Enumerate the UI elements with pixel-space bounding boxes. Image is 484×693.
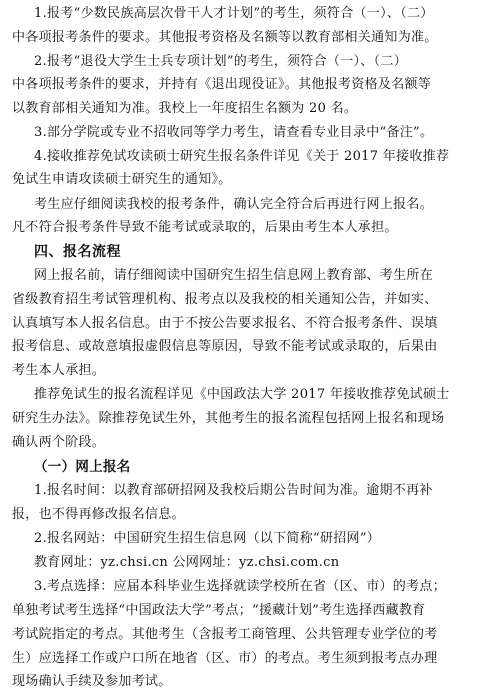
text-line: 1.报考“少数民族高层次骨干人才计划”的考生，须符合（一）、（二）: [34, 6, 434, 21]
text-line: 单独考试考生选择“中国政法大学”考点；“援藏计划”考生选择西藏教育: [12, 603, 426, 618]
text-line: 省级教育招生考试管理机构、报考点以及我校的相关通知公告，并如实、: [12, 292, 438, 307]
text-line: 凡不符合报考条件导致不能考试或录取的，后果由考生本人承担。: [12, 220, 398, 235]
text-line: 考生应仔细阅读我校的报考条件，确认完全符合后再进行网上报名。: [34, 197, 434, 212]
text-line: 报考信息、或故意填报虚假信息等原因，导致不能考试或录取的，后果由: [12, 339, 438, 354]
text-line: 3.部分学院或专业不招收同等学力考生，请查看专业目录中“备注”。: [34, 125, 434, 140]
section-heading: 四、报名流程: [34, 244, 121, 260]
text-line: 研究生办法》。除推荐免试生外，其他考生的报名流程包括网上报名和现场: [12, 411, 445, 426]
text-line: 现场确认手续及参加考试。: [12, 674, 172, 689]
text-line: 网上报名前，请仔细阅读中国研究生招生信息网上教育部、考生所在: [34, 268, 434, 283]
text-line: 中各项报考条件的要求。其他报考资格及名额等以教育部相关通知为准。: [12, 30, 438, 45]
text-line: 生）应选择工作或户口所在地省（区、市）的考点。考生须到报考点办理: [12, 651, 438, 666]
text-line: 考试院指定的考点。其他考生（含报考工商管理、公共管理专业学位的考: [12, 627, 438, 642]
text-line: 报，也不得再修改报名信息。: [12, 507, 185, 522]
text-line: 3.考点选择：应届本科毕业生选择就读学校所在省（区、市）的考点；: [34, 579, 447, 594]
url-line: 教育网址：yz.chsi.cn 公网网址：yz.chsi.com.cn: [34, 555, 340, 570]
text-line: 4.接收推荐免试攻读硕士研究生报名条件详见《关于 2017 年接收推荐: [34, 149, 450, 164]
text-line: 以教育部相关通知为准。我校上一年度招生名额为 20 名。: [12, 101, 358, 116]
subsection-heading: （一）网上报名: [34, 459, 131, 475]
text-line: 2.报考“退役大学生士兵专项计划”的考生，须符合（一）、（二）: [34, 54, 407, 69]
text-line: 认真填写本人报名信息。由于不按公告要求报名、不符合报考条件、误填: [12, 316, 438, 331]
text-line: 推荐免试生的报名流程详见《中国政法大学 2017 年接收推荐免试硕士: [34, 387, 450, 402]
text-line: 确认两个阶段。: [12, 435, 106, 450]
text-line: 免试生申请攻读硕士研究生的通知》。: [12, 172, 232, 187]
text-line: 1.报名时间：以教育部研招网及我校后期公告时间为准。逾期不再补: [34, 483, 433, 498]
text-line: 中各项报考条件的要求，并持有《退出现役证》。其他报考资格及名额等: [12, 77, 432, 92]
text-line: 考生本人承担。: [12, 363, 106, 378]
text-line: 2.报名网站：中国研究生招生信息网（以下简称“研招网”）: [34, 531, 381, 546]
